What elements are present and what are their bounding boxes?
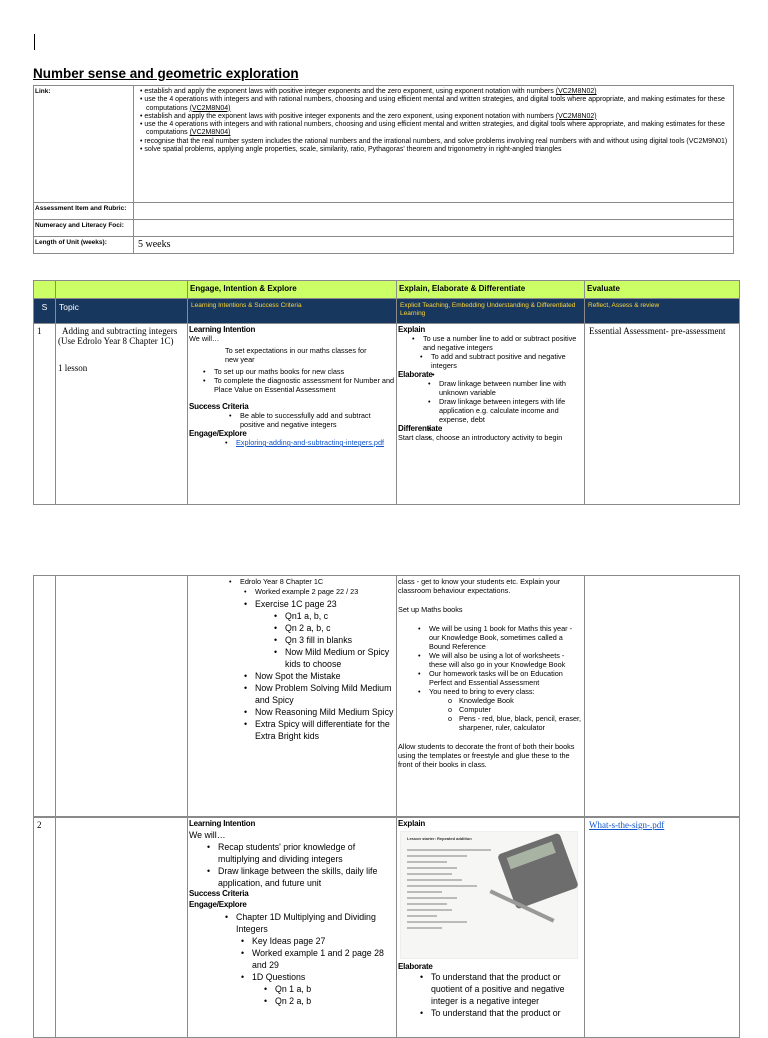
- curriculum-link: • establish and apply the exponent laws with positive integer exponents and the zero exponent, using exponent notation with numbers (VC2M8N02): [140, 88, 597, 95]
- s-header: S: [34, 299, 56, 324]
- question-list: [189, 983, 395, 1007]
- list-item: • Draw linkage between integers with life application e.g. calculate income and expense, debt: [428, 397, 583, 424]
- list-item: • Now Reasoning Mild Medium Spicy: [244, 706, 395, 718]
- elaborate-list: [398, 379, 583, 424]
- curriculum-links: [134, 86, 734, 203]
- worksheet-title: Lesson starter: Repeated addition: [407, 836, 472, 841]
- list-item: • Qn 1 a, b: [264, 983, 395, 995]
- supplies-list: [398, 696, 583, 732]
- list-item: • Key Ideas page 27: [241, 935, 395, 947]
- column-header-row: [34, 299, 740, 324]
- list-item: • Now Mild Medium or Spicy kids to choose: [274, 646, 395, 670]
- learning-intention-heading: Learning Intention: [189, 819, 256, 828]
- list-item: • To add and subtract positive and negative integers: [420, 352, 583, 370]
- session-number: 1: [34, 324, 56, 505]
- evaluate-cell: Essential Assessment- pre-assessment: [585, 324, 740, 505]
- learning-intention-heading: Learning Intention: [189, 325, 256, 334]
- elaborate-heading: Elaborate: [398, 962, 433, 971]
- list-item: • To complete the diagnostic assessment for Number and Place Value on Essential Assessment: [203, 376, 395, 394]
- topic-header: Topic: [56, 299, 188, 324]
- elaborate-list: [398, 971, 583, 1019]
- teaching-cell: [397, 324, 585, 505]
- list-item: • 1D Questions: [241, 971, 395, 983]
- paragraph: class - get to know your students etc. Explain your classroom behaviour expectations.: [398, 577, 561, 595]
- curriculum-link: • use the 4 operations with integers and with rational numbers, choosing and using efficient mental and written strategies, and digital tools where appropriate, and making estimates for these computations (VC2M8N04): [140, 121, 725, 137]
- length-label: Length of Unit (weeks):: [34, 237, 134, 254]
- reflect-header: Reflect, Assess & review: [585, 299, 740, 324]
- numeracy-label: Numeracy and Literacy Foci:: [34, 220, 134, 237]
- criteria-list: [189, 411, 395, 429]
- explain-heading: Explain: [398, 819, 426, 828]
- session-number: 2: [34, 818, 56, 1038]
- list-item: • Chapter 1D Multiplying and Dividing Integers: [225, 911, 395, 935]
- intentions-header: Learning Intentions & Success Criteria: [188, 299, 397, 324]
- curriculum-link: • use the 4 operations with integers and with rational numbers, choosing and using efficient mental and written strategies, and digital tools where appropriate, and making estimates for these computations (VC2M8N04): [140, 96, 725, 112]
- book-setup-list: [398, 624, 583, 696]
- list-item: • Exercise 1C page 23: [244, 598, 395, 610]
- table-row: [34, 324, 740, 505]
- lesson-count: 1 lesson: [58, 363, 88, 373]
- planning-table: [33, 280, 740, 505]
- engage-header: Engage, Intention & Explore: [188, 281, 397, 299]
- exploring-pdf-link[interactable]: Exploring-adding-and-subtracting-integers.pdf: [236, 438, 385, 447]
- table-row: [34, 818, 740, 1038]
- exercise-list: [189, 586, 395, 610]
- list-item: • Be able to successfully add and subtract positive and negative integers: [229, 411, 395, 429]
- list-item: • Draw linkage between number line with unknown variable: [428, 379, 583, 397]
- text-cursor: [34, 34, 35, 50]
- engage-explore-heading: Engage/Explore: [189, 900, 247, 909]
- resource-list: [189, 577, 395, 586]
- intention-list: [189, 841, 395, 889]
- engage-explore-heading: Engage/Explore: [189, 429, 247, 438]
- list-item: • To understand that the product or: [420, 1007, 583, 1019]
- list-item: • Qn 3 fill in blanks: [274, 634, 395, 646]
- evaluate-header: Evaluate: [585, 281, 740, 299]
- explain-heading: Explain: [398, 325, 426, 334]
- list-item: • Worked example 2 page 22 / 23: [244, 586, 395, 598]
- differentiate-heading: Differentiate: [398, 424, 443, 433]
- table-row: [34, 576, 740, 817]
- length-value: 5 weeks: [134, 237, 734, 254]
- list-item: • Qn1 a, b, c: [274, 610, 395, 622]
- success-criteria-heading: Success Criteria: [189, 889, 249, 898]
- intentions-cell: [188, 576, 397, 817]
- evaluate-cell: [585, 818, 740, 1038]
- page-title: Number sense and geometric exploration: [33, 66, 299, 81]
- example-list: [189, 935, 395, 983]
- planning-table-row2: [33, 817, 740, 1038]
- explain-list: [398, 334, 583, 370]
- list-item: • We will be using 1 book for Maths this year - our Knowledge Book, sometimes called a Bound Reference: [418, 624, 583, 651]
- curriculum-link: • recognise that the real number system includes the rational numbers and the irrational numbers, and solve problems involving real numbers with and without using digital tools (VC2M9N01): [140, 137, 728, 145]
- explain-header: Explain, Elaborate & Differentiate: [397, 281, 585, 299]
- engage-list: [189, 911, 395, 935]
- list-item: • To understand that the product or quotient of a positive and negative integer is a negative integer: [420, 971, 583, 1007]
- we-will-text: We will…: [189, 334, 220, 343]
- curriculum-link: • establish and apply the exponent laws with positive integer exponents and the zero exponent, using exponent notation with numbers (VC2M8N02): [140, 112, 597, 120]
- question-list: [189, 610, 395, 670]
- differentiate-text: Start class, choose an introductory activity to begin: [398, 433, 563, 442]
- list-item: • To use a number line to add or subtract positive and negative integers: [412, 334, 583, 352]
- whats-the-sign-pdf-link[interactable]: What-s-the-sign-.pdf: [589, 820, 665, 830]
- assessment-label: Assessment Item and Rubric:: [34, 203, 134, 220]
- paragraph: Allow students to decorate the front of both their books using the templates or freestyle and glue these to the front of their books in class.: [398, 742, 575, 769]
- topic-name: Adding and subtracting integers: [62, 326, 178, 336]
- list-item: • Recap students' prior knowledge of multiplying and dividing integers: [207, 841, 395, 865]
- teaching-header: Explicit Teaching, Embedding Understanding & Differentiated Learning: [397, 299, 585, 324]
- list-item: • Our homework tasks will be on Education Perfect and Essential Assessment: [418, 669, 583, 687]
- list-item: • Draw linkage between the skills, daily life application, and future unit: [207, 865, 395, 889]
- list-item: • Now Problem Solving Mild Medium and Spicy: [244, 682, 395, 706]
- topic-cell: [56, 324, 188, 505]
- teaching-cell: [397, 576, 585, 817]
- intentions-cell: [188, 324, 397, 505]
- engage-list: [189, 438, 395, 447]
- unit-info-table: [33, 85, 734, 254]
- worksheet-lines: [401, 849, 491, 929]
- elaborate-heading: Elaborate: [398, 370, 433, 379]
- link-label: Link:: [34, 86, 134, 203]
- list-item: o Knowledge Book: [448, 696, 583, 705]
- teaching-cell: [397, 818, 585, 1038]
- list-item: o Computer: [448, 705, 583, 714]
- list-item: • Edrolo Year 8 Chapter 1C: [229, 577, 395, 586]
- list-item: [225, 438, 395, 447]
- list-item: • Now Spot the Mistake: [244, 670, 395, 682]
- intention-list: [189, 367, 395, 394]
- list-item: • Extra Spicy will differentiate for the Extra Bright kids: [244, 718, 395, 742]
- intention-item: To set expectations in our maths classes for new year: [225, 346, 367, 364]
- worksheet-image: [400, 831, 578, 959]
- list-item: o Pens - red, blue, black, pencil, eraser, sharpener, ruler, calculator: [448, 714, 583, 732]
- paragraph: Set up Maths books: [398, 605, 463, 614]
- topic-reference: (Use Edrolo Year 8 Chapter 1C): [58, 336, 174, 346]
- we-will-text: We will…: [189, 830, 226, 840]
- list-item: • We will also be using a lot of worksheets - these will also go in your Knowledge Book: [418, 651, 583, 669]
- success-criteria-heading: Success Criteria: [189, 402, 249, 411]
- intentions-cell: [188, 818, 397, 1038]
- numeracy-value[interactable]: [134, 220, 734, 237]
- list-item: • Worked example 1 and 2 page 28 and 29: [241, 947, 395, 971]
- activity-list: [189, 670, 395, 742]
- list-item: • To set up our maths books for new class: [203, 367, 395, 376]
- list-item: • Qn 2 a, b: [264, 995, 395, 1007]
- list-item: • You need to bring to every class:: [418, 687, 583, 696]
- list-item: • Qn 2 a, b, c: [274, 622, 395, 634]
- assessment-value[interactable]: [134, 203, 734, 220]
- planning-table-continued: [33, 575, 740, 817]
- curriculum-link: • solve spatial problems, applying angle properties, scale, similarity, ratio, Pythagoras' theorem and trigonometry in right-angled triangles: [140, 146, 562, 154]
- phase-header-row: [34, 281, 740, 299]
